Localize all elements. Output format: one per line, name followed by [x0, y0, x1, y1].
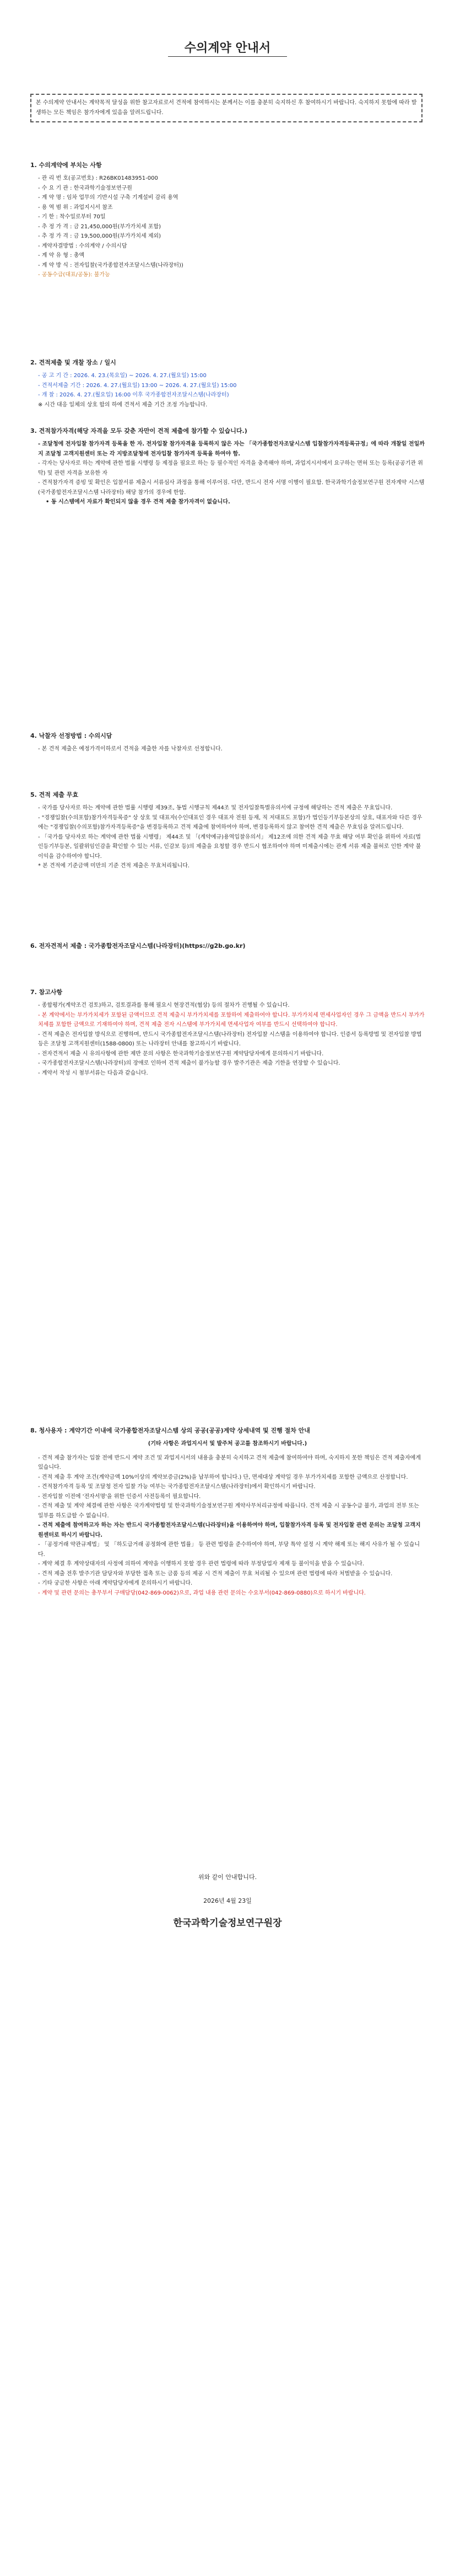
section-3	[30, 426, 425, 507]
section-4	[30, 731, 425, 754]
s8-contact: - 계약 및 관련 문의는 총무부서 구매담당(042-869-0062)으로, 과업 내용 관련 문의는 수요부서(042-869-0880)으로 하시기 바랍니다.	[38, 1590, 366, 1596]
s5-para: - 국가를 당사자로 하는 계약에 관한 법률 시행령 제39조, 동법 시행규칙 제44조 및 전자입찰특별유의서에 규정에 해당하는 견적 제출은 무효입니다.	[38, 805, 393, 812]
section-6-heading[interactable]: 6. 전자견적서 제출 : 국가종합전자조달시스템(나라장터)(https://g2b.go.kr)	[30, 942, 246, 949]
section-4-heading: 4. 낙찰자 선정방법 : 수의시담	[30, 732, 112, 739]
s3-bullet: • 동 시스템에서 자료가 확인되지 않을 경우 견적 제출 참가자격이 없습니다.	[46, 499, 230, 506]
section-6	[30, 941, 425, 954]
s1-item: - 용 역 범 위 : 과업지시서 참조	[38, 204, 113, 211]
s8-para: - 견적 제출 후 계약 조건(계약금액 10%이상의 계약보증금(2%)을 납부하여 합니다.) 단, 면세대상 계약일 경우 부가가치세를 포함한 금액으로 산정합니다.	[38, 1474, 408, 1480]
closing-date: 2026년 4월 23일	[203, 1897, 252, 1904]
s8-para: - 기타 궁금한 사항은 아래 계약담당자에게 문의하시기 바랍니다.	[38, 1580, 193, 1587]
s2-item: - 개 찰 : 2026. 4. 27.(월요일) 16:00 이후 국가종합전자조달시스템(나라장터)	[38, 392, 229, 399]
section-8-heading: 8. 청사용자 : 계약기간 이내에 국가종합전자조달시스템 상의 공공(공공)계약 상세내역 및 진행 절차 안내	[30, 1427, 310, 1434]
closing-org: 한국과학기술정보연구원장	[173, 1918, 282, 1929]
section-5-heading: 5. 견적 제출 무효	[30, 791, 79, 798]
section-7	[30, 987, 425, 1078]
section-1-heading: 1. 수의계약에 부치는 사항	[30, 162, 102, 169]
s7-para: - 전자견적서 제출 시 유의사항에 관한 제반 문의 사항은 한국과학기술정보연구원 계약담당자에게 문의하시기 바랍니다.	[38, 1050, 324, 1057]
s7-para: - 견적 제출은 전자입찰 방식으로 진행하며, 반드시 국가종합전자조달시스템(나라장터) 전자입찰 시스템을 이용하여야 합니다. 인증서 등록방법 및 전자입찰 방법 등은 조달청 고객지원센터(1588-0800) 또는 나라장터 안내를 참고하시기 바랍니다.	[38, 1031, 422, 1048]
s2-note: ※ 시간 대응 일체의 상호 합의 하에 견적서 제출 기간 조정 가능합니다.	[38, 401, 208, 408]
section-1	[30, 160, 425, 280]
s2-item: - 공 고 기 간 : 2026. 4. 23.(목요일) ~ 2026. 4. 27.(월요일) 15:00	[38, 373, 207, 379]
section-2	[30, 357, 425, 410]
s8-para: - 전자입찰 이전에 '전자서명'을 위한 인증서 사전등록이 필요합니다.	[38, 1493, 201, 1500]
s8-para: - 견적참가자격 등록 및 조달청 전자 입찰 가능 여부는 국가종합전자조달시스템(나라장터)에서 확인하시기 바랍니다.	[38, 1484, 316, 1490]
s1-item: - 계약자결방법 : 수의계약 / 수의시담	[38, 243, 127, 249]
section-2-heading: 2. 견적제출 및 개찰 장소 / 일시	[30, 359, 116, 366]
s5-para: - 「국가를 당사자로 하는 계약에 관한 법률 시행령」 제44조 및 「(계약예규)용역입찰유의서」 제12조에 의한 견적 제출 무효 해당 여부 확인을 위하여 자료(법인등기부등본, 일괄위임인감을 확인할 수 있는 서류, 인감보 등)의 제출을 요청할 경우 반드시 협조하여야 하며 미제출시에는 관계 서류 제출 불허로 인한 계약 불이익을 감수하여야 합니다.	[38, 834, 421, 860]
s1-item: - 추 정 가 격 : 금 19,500,000원(부가가치세 제외)	[38, 233, 161, 240]
s7-para: - 계약서 작성 시 첨부서류는 다음과 같습니다.	[38, 1070, 148, 1076]
s3-para: - 각자는 당사자로 하는 계약에 관한 법률 시행령 등 제정을 필요로 하는 등 필수적인 자격을 충족해야 하며, 과업지시서에서 요구하는 면허 또는 등록(공공기관 위탁) 및 관련 자격을 보유한 자	[38, 460, 423, 476]
notice-box: 본 수의계약 안내서는 계약목적 달성을 위한 참고자료로서 견적에 참여하시는 분께서는 이를 충분히 숙지하신 후 참여하시기 바랍니다. 숙지하지 못함에 따라 발생하는 모든 책임은 참가자에게 있음을 알려드립니다.	[30, 94, 422, 122]
s8-para: - 계약 체결 후 계약상대자의 사정에 의하여 계약을 이행하지 못할 경우 관련 법령에 따라 부정당업자 제재 등 불이익을 받을 수 있습니다.	[38, 1561, 365, 1568]
section-5	[30, 790, 425, 871]
s1-item: - 계 약 명 : 임차 업무의 기반시설 구축 기계설비 감리 용역	[38, 195, 178, 201]
s3-para: - 조달청에 전자입찰 참가자격 등록을 한 자. 전자입찰 참가자격을 등록하지 않은 자는 「국가종합전자조달시스템 입찰참가자격등록규정」에 따라 개찰일 전일까지 조달청 고객지원센터 또는 각 지방조달청에 전자입찰 참가자격 등록을 하여야 함.	[38, 441, 425, 457]
s1-item: - 수 요 기 관 : 한국과학기술정보연구원	[38, 185, 132, 191]
s7-para: - 국가종합전자조달시스템(나라장터)의 장애로 인하여 견적 제출이 불가능할 경우 발주기관은 제출 기한을 연장할 수 있습니다.	[38, 1060, 340, 1067]
s5-para: - "경쟁입찰(수의포함)참가자격등록증" 상 상호 및 대표자(수인대표인 경우 대표자 전원 등재, 직 저대표도 포함)가 법인등기부등본상의 상호, 대표자와 다른 경우에는 "경쟁입찰(수의포함)참가자격등록증"을 변경등록하고 견적 제출에 참여하여야 하며, 변경등록하지 않고 참여한 견적 제출은 무효임을 알려드립니다.	[38, 814, 422, 831]
s7-para: - 종합평가(계약조건 검토)하고, 검토결과를 통해 필요시 현장견적(협상) 등의 절차가 진행될 수 있습니다.	[38, 1002, 290, 1009]
section-8-sub: (기타 사항은 과업지시서 및 발주처 공고를 참조하시기 바랍니다.)	[148, 1441, 307, 1447]
s1-item: - 추 정 가 격 : 금 21,450,000원(부가가치세 포함)	[38, 223, 161, 230]
section-3-heading: 3. 견적참가자격(해당 자격을 모두 갖춘 자만이 견적 제출에 참가할 수 있습니다.)	[30, 427, 247, 434]
s1-consortium-link[interactable]: - 공동수급(대표/공동): 불가능	[38, 272, 110, 278]
s8-para: - 견적 제출 전후 발주기관 담당자와 부당한 접촉 또는 금품 등의 제공 시 견적 제출이 무효 처리될 수 있으며 관련 법령에 따라 처벌받을 수 있습니다.	[38, 1570, 393, 1577]
s1-item: - 계 약 유 형 : 총액	[38, 253, 85, 259]
section-8	[30, 1425, 425, 1598]
s8-para: - 견적 제출에 참여하고자 하는 자는 반드시 국가종합전자조달시스템(나라장터)을 이용하여야 하며, 입찰참가자격 등록 및 전자입찰 관련 문의는 조달청 고객지원센터로 하시기 바랍니다.	[38, 1522, 421, 1538]
s8-para: - 견적 제출 및 계약 체결에 관한 사항은 국가계약법령 및 한국과학기술정보연구원 계약사무처리규정에 따릅니다. 견적 제출 시 공동수급 불가, 과업의 전부 또는 일부를 하도급할 수 없습니다.	[38, 1503, 419, 1519]
s7-para-vat: - 본 계약에서는 부가가치세가 포함된 금액이므로 견적 제출시 부가가치세를 포함하여 제출하여야 합니다. 부가가치세 면세사업자인 경우 그 금액을 반드시 부가가치세를 포함한 금액으로 기재하여야 하며, 견적 제출 전자 시스템에 부가가치세 면세사업자 여부를 반드시 선택하여야 합니다.	[38, 1012, 425, 1028]
title-underline	[168, 56, 287, 57]
s1-item: - 계 약 방 식 : 전자입찰(국가종합전자조달시스템(나라장터))	[38, 262, 183, 269]
s5-para: * 본 견적에 기준금액 미만의 기준 견적 제출은 무효처리됩니다.	[38, 863, 190, 870]
s3-para: - 견적참가자격 증빙 및 확인은 입찰서류 제출시 서류심사 과정을 통해 이루어짐. 다만, 반드시 전자 서명 이행이 필요함. 한국과학기술정보연구원 전자계약 시스템(국가종합전자조달시스템 나라장터) 해당 참가의 경우에 한함.	[38, 480, 425, 496]
s8-para: - 「공정거래 약관규제법」 및 「하도급거래 공정화에 관한 법률」 등 관련 법령을 준수하여야 하며, 부당 특약 설정 시 계약 해제 또는 해지 사유가 될 수 있습니다.	[38, 1542, 420, 1558]
closing-line: 위와 같이 안내합니다.	[198, 1874, 257, 1881]
section-7-heading: 7. 참고사항	[30, 989, 63, 996]
s2-item: - 견적서제출 기간 : 2026. 4. 27.(월요일) 13:00 ~ 2026. 4. 27.(월요일) 15:00	[38, 382, 237, 389]
s8-para: - 견적 제출 참가자는 입찰 전에 반드시 계약 조건 및 과업지시서의 내용을 충분히 숙지하고 견적 제출에 참여하여야 하며, 숙지하지 못한 책임은 견적 제출자에게 있습니다.	[38, 1455, 421, 1471]
s1-item: - 기 한 : 착수일로부터 70일	[38, 214, 106, 221]
page-title: 수의계약 안내서	[184, 41, 271, 55]
s4-text: - 본 견적 제출은 예정가격이하로서 견적을 제출한 자를 낙찰자로 선정합니다.	[38, 746, 223, 753]
s1-item: - 관 리 번 호(공고번호) : R26BK01483951-000	[38, 175, 158, 182]
